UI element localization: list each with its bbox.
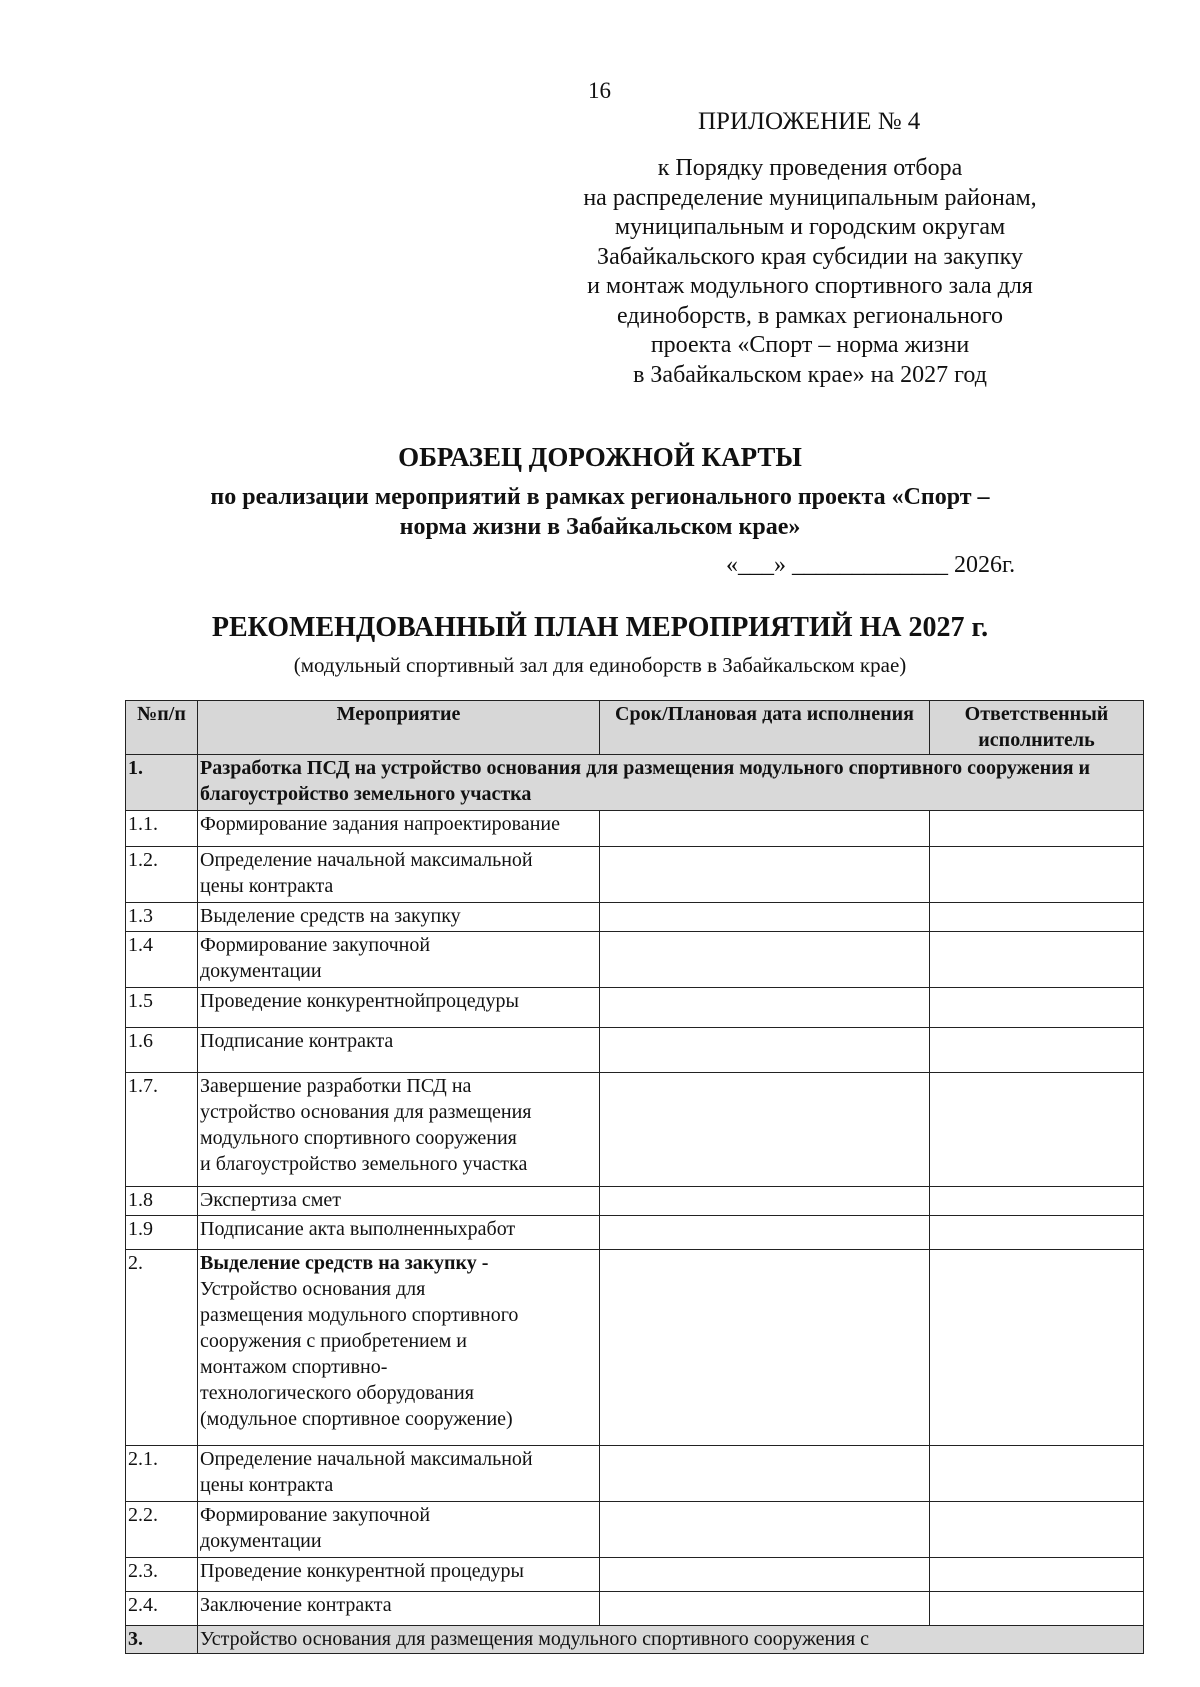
row-deadline[interactable]	[600, 1502, 930, 1558]
table-row	[126, 811, 1144, 847]
row-num: 1.7.	[126, 1073, 198, 1187]
row-event	[198, 988, 600, 1028]
header-event: Мероприятие	[198, 701, 600, 755]
row-event	[198, 1073, 600, 1187]
row-event	[198, 1216, 600, 1250]
row-event	[198, 1558, 600, 1592]
row-responsible[interactable]	[930, 1073, 1144, 1187]
row-num: 2.3.	[126, 1558, 198, 1592]
row-num: 1.5	[126, 988, 198, 1028]
row-responsible[interactable]	[930, 1187, 1144, 1216]
row-event-line: Проведение конкурентнойпроцедуры	[200, 990, 519, 1012]
row-event	[198, 932, 600, 988]
plan-table	[125, 700, 1144, 1654]
section-num: 3.	[126, 1626, 198, 1654]
row-num: 1.3	[126, 903, 198, 932]
row-responsible[interactable]	[930, 1028, 1144, 1073]
row-event	[198, 1250, 600, 1446]
row-event-line: Устройство основания для	[200, 1278, 426, 1300]
appendix-text	[530, 154, 1090, 390]
row-event-line: документации	[200, 1530, 322, 1552]
row-event-line: модульного спортивного сооружения	[200, 1127, 517, 1149]
row-event	[198, 1502, 600, 1558]
row-responsible[interactable]	[930, 988, 1144, 1028]
row-event-line: размещения модульного спортивного	[200, 1304, 519, 1326]
row-event-line: технологического оборудования	[200, 1382, 474, 1404]
table-row	[126, 1073, 1144, 1187]
row-event-line: Экспертиза смет	[200, 1189, 341, 1211]
table-row	[126, 847, 1144, 903]
row-num: 1.6	[126, 1028, 198, 1073]
row-event-line: Определение начальной максимальной	[200, 849, 533, 871]
row-event-line: Проведение конкурентной процедуры	[200, 1560, 524, 1582]
row-event	[198, 1446, 600, 1502]
row-responsible[interactable]	[930, 1250, 1144, 1446]
row-deadline[interactable]	[600, 988, 930, 1028]
row-num: 2.4.	[126, 1592, 198, 1626]
plan-title: РЕКОМЕНДОВАННЫЙ ПЛАН МЕРОПРИЯТИЙ НА 2027 г.	[211, 612, 989, 643]
row-responsible[interactable]	[930, 1216, 1144, 1250]
appendix-line: и монтаж модульного спортивного зала для	[587, 273, 1033, 299]
document-title: ОБРАЗЕЦ ДОРОЖНОЙ КАРТЫ	[398, 442, 802, 472]
document-subtitle	[100, 482, 1100, 542]
row-event-line: цены контракта	[200, 1474, 334, 1496]
table-header-row	[126, 701, 1144, 755]
row-event-line: Выделение средств на закупку	[200, 905, 461, 927]
row-num: 1.8	[126, 1187, 198, 1216]
header-responsible: Ответственный исполнитель	[930, 701, 1144, 755]
row-deadline[interactable]	[600, 847, 930, 903]
row-responsible[interactable]	[930, 932, 1144, 988]
row-deadline[interactable]	[600, 1446, 930, 1502]
row-num: 2.1.	[126, 1446, 198, 1502]
row-num: 1.9	[126, 1216, 198, 1250]
header-deadline: Срок/Плановая дата исполнения	[600, 701, 930, 755]
row-responsible[interactable]	[930, 847, 1144, 903]
row-event-line: (модульное спортивное сооружение)	[200, 1408, 513, 1430]
row-deadline[interactable]	[600, 1187, 930, 1216]
appendix-line: проекта «Спорт – норма жизни	[650, 332, 970, 358]
table-row	[126, 988, 1144, 1028]
row-event-line: Завершение разработки ПСД на	[200, 1075, 472, 1097]
section-row-1	[126, 755, 1144, 811]
row-responsible[interactable]	[930, 1592, 1144, 1626]
appendix-line: в Забайкальском крае» на 2027 год	[633, 361, 987, 388]
section-title: Разработка ПСД на устройство основания для размещения модульного спортивного сооружения и благоустройство земельного участка	[198, 755, 1144, 811]
table-row	[126, 1028, 1144, 1073]
row-responsible[interactable]	[930, 1502, 1144, 1558]
row-event	[198, 1028, 600, 1073]
row-event-line: Заключение контракта	[200, 1594, 392, 1616]
table-row	[126, 932, 1144, 988]
table-row	[126, 1216, 1144, 1250]
row-event-line: документации	[200, 960, 322, 982]
row-deadline[interactable]	[600, 932, 930, 988]
section-row-2	[126, 1250, 1144, 1446]
appendix-line: на распределение муниципальным районам,	[583, 184, 1037, 211]
table-row	[126, 1558, 1144, 1592]
row-event-line: Подписание акта выполненныхработ	[200, 1218, 516, 1240]
appendix-line: единоборств, в рамках регионального	[616, 302, 1004, 329]
row-event-line: сооружения с приобретением и	[200, 1330, 467, 1352]
row-deadline[interactable]	[600, 903, 930, 932]
row-event	[198, 847, 600, 903]
table-row	[126, 1187, 1144, 1216]
row-num: 1.2.	[126, 847, 198, 903]
row-responsible[interactable]	[930, 811, 1144, 847]
table-row	[126, 903, 1144, 932]
row-responsible[interactable]	[930, 903, 1144, 932]
row-event	[198, 1187, 600, 1216]
row-event-line: Подписание контракта	[200, 1030, 394, 1052]
row-event	[198, 811, 600, 847]
row-responsible[interactable]	[930, 1558, 1144, 1592]
row-num: 2.	[126, 1250, 198, 1446]
appendix-title: ПРИЛОЖЕНИЕ № 4	[698, 108, 921, 135]
document-subtitle-line: по реализации мероприятий в рамках регионального проекта «Спорт –	[210, 484, 990, 510]
row-event	[198, 903, 600, 932]
row-event-line: Формирование закупочной	[200, 934, 431, 956]
header-num: №п/п	[126, 701, 198, 755]
document-subtitle-line: норма жизни в Забайкальском крае»	[399, 514, 801, 540]
table-row	[126, 1592, 1144, 1626]
section-row-3	[126, 1626, 1144, 1654]
row-num: 1.4	[126, 932, 198, 988]
row-event-line: Формирование закупочной	[200, 1504, 431, 1526]
row-deadline[interactable]	[600, 1592, 930, 1626]
page-number: 16	[588, 78, 611, 103]
row-event-line: Формирование задания напроектирование	[200, 813, 561, 835]
appendix-line: к Порядку проведения отбора	[657, 155, 963, 181]
section-title-line: Устройство основания для размещения модульного спортивного сооружения с	[200, 1628, 870, 1650]
date-line: «___» _____________ 2026г.	[726, 552, 1016, 578]
table-row	[126, 1446, 1144, 1502]
section-title	[198, 1626, 1144, 1654]
row-event-line: монтажом спортивно-	[200, 1356, 388, 1378]
row-deadline[interactable]	[600, 1073, 930, 1187]
row-event-line: цены контракта	[200, 875, 334, 897]
row-event-bold: Выделение средств на закупку -	[200, 1252, 489, 1274]
plan-subtitle: (модульный спортивный зал для единоборств в Забайкальском крае)	[293, 653, 907, 677]
row-responsible[interactable]	[930, 1446, 1144, 1502]
row-event-line: Определение начальной максимальной	[200, 1448, 533, 1470]
row-event	[198, 1592, 600, 1626]
row-deadline[interactable]	[600, 1028, 930, 1073]
row-event-line: устройство основания для размещения	[200, 1101, 532, 1123]
row-deadline[interactable]	[600, 1558, 930, 1592]
row-event-line: и благоустройство земельного участка	[200, 1153, 528, 1175]
section-num: 1.	[126, 755, 198, 811]
table-row	[126, 1502, 1144, 1558]
row-num: 1.1.	[126, 811, 198, 847]
appendix-line: муниципальным и городским округам	[614, 214, 1006, 240]
row-deadline[interactable]	[600, 1250, 930, 1446]
appendix-line: Забайкальского края субсидии на закупку	[597, 243, 1023, 270]
row-deadline[interactable]	[600, 811, 930, 847]
row-deadline[interactable]	[600, 1216, 930, 1250]
row-num: 2.2.	[126, 1502, 198, 1558]
